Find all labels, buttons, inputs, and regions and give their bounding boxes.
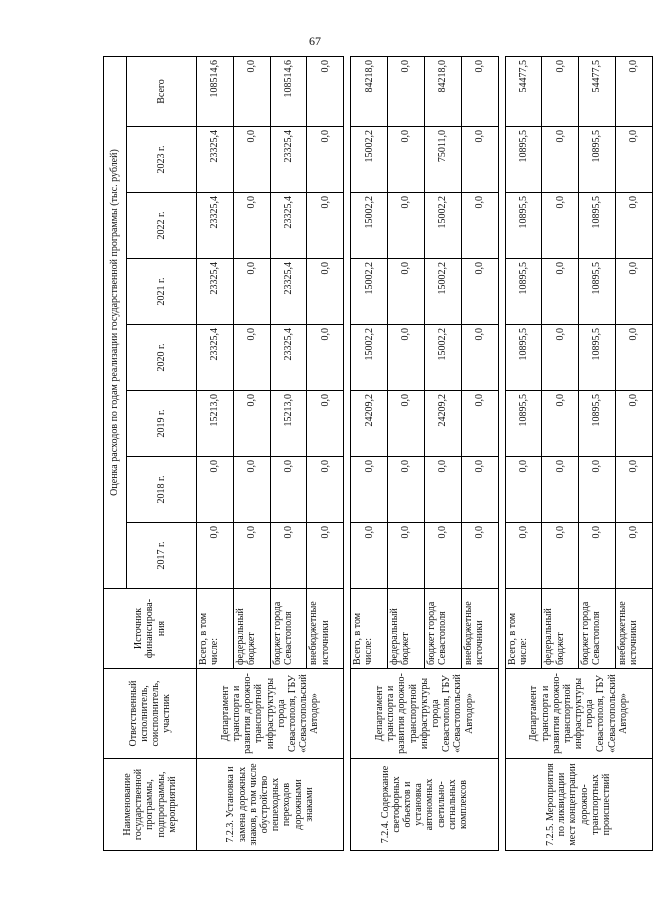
total-cell: 0,0 — [542, 57, 579, 127]
year-value-cell: 0,0 — [307, 193, 344, 259]
year-value-cell: 15002,2 — [351, 193, 388, 259]
year-value-cell: 10895,5 — [505, 193, 542, 259]
year-value-cell: 0,0 — [270, 523, 307, 589]
section-gap-cell — [498, 57, 505, 851]
table-body — [197, 57, 653, 851]
funding-source: внебюджетные источники — [307, 589, 344, 669]
funding-source: Всего, в том числе: — [505, 589, 542, 669]
budget-table — [103, 56, 653, 851]
header-estimate: Оценка расходов по годам реализации государственной программы (тыс. рублей) — [104, 57, 127, 589]
year-value-cell: 0,0 — [615, 391, 652, 457]
year-value-cell: 23325,4 — [270, 259, 307, 325]
total-cell: 108514,6 — [270, 57, 307, 127]
measure-name: 7.2.3. Установка и замена дорожных знаков, в том числе обустройство пешеходных переходов дорожными знаками — [197, 759, 344, 851]
table-row — [505, 57, 542, 851]
header-total: Всего — [127, 57, 197, 127]
year-value-cell: 0,0 — [542, 523, 579, 589]
year-value-cell: 10895,5 — [505, 259, 542, 325]
year-value-cell: 0,0 — [388, 259, 425, 325]
total-cell: 0,0 — [233, 57, 270, 127]
total-cell: 0,0 — [388, 57, 425, 127]
year-value-cell: 0,0 — [307, 523, 344, 589]
total-cell: 54477,5 — [579, 57, 616, 127]
year-value-cell: 0,0 — [542, 457, 579, 523]
year-value-cell: 0,0 — [615, 259, 652, 325]
year-value-cell: 0,0 — [615, 325, 652, 391]
year-value-cell: 0,0 — [461, 523, 498, 589]
year-value-cell: 0,0 — [461, 193, 498, 259]
funding-source: внебюджетные источники — [461, 589, 498, 669]
year-value-cell: 0,0 — [615, 457, 652, 523]
year-value-cell: 0,0 — [542, 193, 579, 259]
year-value-cell: 23325,4 — [270, 127, 307, 193]
total-cell: 0,0 — [461, 57, 498, 127]
year-value-cell: 15213,0 — [270, 391, 307, 457]
year-value-cell: 0,0 — [233, 523, 270, 589]
year-value-cell: 0,0 — [197, 523, 234, 589]
year-value-cell: 0,0 — [461, 391, 498, 457]
year-value-cell: 0,0 — [579, 523, 616, 589]
funding-source: внебюджетные источники — [615, 589, 652, 669]
year-value-cell: 0,0 — [388, 457, 425, 523]
total-cell: 84218,0 — [351, 57, 388, 127]
measure-name: 7.2.4. Содержание светофорных объектов и установка автономных светильно-сигнальных комплексов — [351, 759, 498, 851]
total-cell: 0,0 — [615, 57, 652, 127]
year-value-cell: 10895,5 — [505, 325, 542, 391]
year-value-cell: 0,0 — [615, 523, 652, 589]
year-value-cell: 0,0 — [233, 325, 270, 391]
year-value-cell: 0,0 — [233, 457, 270, 523]
year-value-cell: 0,0 — [461, 325, 498, 391]
header-source: Источник финансирова-ния — [104, 589, 197, 669]
year-value-cell: 0,0 — [424, 523, 461, 589]
year-value-cell: 0,0 — [542, 325, 579, 391]
measure-name: 7.2.5. Мероприятия по ликвидации мест концентрации дорожно-транспортных происшествий — [505, 759, 652, 851]
year-value-cell: 0,0 — [233, 193, 270, 259]
year-value-cell: 0,0 — [388, 193, 425, 259]
year-value-cell: 0,0 — [542, 391, 579, 457]
year-value-cell: 0,0 — [307, 127, 344, 193]
year-value-cell: 0,0 — [197, 457, 234, 523]
year-value-cell: 10895,5 — [579, 325, 616, 391]
responsible-executor: Департамент транспорта и развития дорожно-транспортной инфраструктуры города Севастополя, ГБУ «Севастопольский Автодор» — [351, 669, 498, 759]
year-value-cell: 0,0 — [270, 457, 307, 523]
year-value-cell: 0,0 — [233, 259, 270, 325]
year-value-cell: 0,0 — [388, 325, 425, 391]
year-value-cell: 0,0 — [424, 457, 461, 523]
table-row — [197, 57, 234, 851]
year-value-cell: 0,0 — [388, 523, 425, 589]
section-gap-cell — [344, 57, 351, 851]
header-year-2019: 2019 г. — [127, 391, 197, 457]
year-value-cell: 15002,2 — [424, 193, 461, 259]
year-value-cell: 15002,2 — [351, 127, 388, 193]
responsible-executor: Департамент транспорта и развития дорожно-транспортной инфраструктуры города Севастополя, ГБУ «Севастопольский Автодор» — [197, 669, 344, 759]
year-value-cell: 0,0 — [307, 457, 344, 523]
year-value-cell: 0,0 — [505, 457, 542, 523]
funding-source: бюджет города Севастополя — [270, 589, 307, 669]
year-value-cell: 0,0 — [307, 259, 344, 325]
year-value-cell: 0,0 — [233, 391, 270, 457]
year-value-cell: 23325,4 — [197, 127, 234, 193]
year-value-cell: 23325,4 — [197, 259, 234, 325]
year-value-cell: 0,0 — [579, 457, 616, 523]
year-value-cell: 15002,2 — [351, 325, 388, 391]
year-value-cell: 10895,5 — [579, 193, 616, 259]
funding-source: федеральный бюджет — [542, 589, 579, 669]
responsible-executor: Департамент транспорта и развития дорожно-транспортной инфраструктуры города Севастополя, ГБУ «Севастопольский Автодор» — [505, 669, 652, 759]
year-value-cell: 0,0 — [351, 457, 388, 523]
total-cell: 54477,5 — [505, 57, 542, 127]
year-value-cell: 0,0 — [233, 127, 270, 193]
year-value-cell: 23325,4 — [270, 325, 307, 391]
total-cell: 108514,6 — [197, 57, 234, 127]
year-value-cell: 15002,2 — [424, 259, 461, 325]
header-responsible: Ответственный исполнитель, соисполнитель, участник — [104, 669, 197, 759]
year-value-cell: 10895,5 — [579, 391, 616, 457]
year-value-cell: 0,0 — [542, 259, 579, 325]
total-cell: 84218,0 — [424, 57, 461, 127]
funding-source: федеральный бюджет — [233, 589, 270, 669]
table-row — [351, 57, 388, 851]
year-value-cell: 0,0 — [307, 391, 344, 457]
year-value-cell: 24209,2 — [424, 391, 461, 457]
funding-source: бюджет города Севастополя — [579, 589, 616, 669]
year-value-cell: 0,0 — [615, 127, 652, 193]
funding-source: бюджет города Севастополя — [424, 589, 461, 669]
year-value-cell: 0,0 — [461, 127, 498, 193]
year-value-cell: 0,0 — [461, 259, 498, 325]
year-value-cell: 10895,5 — [505, 391, 542, 457]
header-year-2023: 2023 г. — [127, 127, 197, 193]
rotated-table-wrapper — [103, 57, 640, 851]
year-value-cell: 75011,0 — [424, 127, 461, 193]
header-row-1 — [104, 57, 127, 851]
year-value-cell: 15002,2 — [424, 325, 461, 391]
year-value-cell: 15002,2 — [351, 259, 388, 325]
year-value-cell: 0,0 — [505, 523, 542, 589]
year-value-cell: 23325,4 — [197, 325, 234, 391]
header-name: Наименование государственной программы, подпрограммы, мероприятий — [104, 759, 197, 851]
year-value-cell: 23325,4 — [197, 193, 234, 259]
year-value-cell: 0,0 — [388, 391, 425, 457]
section-gap — [344, 57, 351, 851]
year-value-cell: 0,0 — [542, 127, 579, 193]
header-year-2020: 2020 г. — [127, 325, 197, 391]
year-value-cell: 0,0 — [307, 325, 344, 391]
header-year-2018: 2018 г. — [127, 457, 197, 523]
total-cell: 0,0 — [307, 57, 344, 127]
page-number: 67 — [309, 34, 321, 48]
year-value-cell: 0,0 — [461, 457, 498, 523]
year-value-cell: 0,0 — [615, 193, 652, 259]
year-value-cell: 10895,5 — [579, 127, 616, 193]
year-value-cell: 15213,0 — [197, 391, 234, 457]
year-value-cell: 23325,4 — [270, 193, 307, 259]
funding-source: Всего, в том числе: — [351, 589, 388, 669]
header-year-2021: 2021 г. — [127, 259, 197, 325]
funding-source: Всего, в том числе: — [197, 589, 234, 669]
section-gap — [498, 57, 505, 851]
year-value-cell: 0,0 — [351, 523, 388, 589]
header-year-2022: 2022 г. — [127, 193, 197, 259]
header-year-2017: 2017 г. — [127, 523, 197, 589]
year-value-cell: 0,0 — [388, 127, 425, 193]
funding-source: федеральный бюджет — [388, 589, 425, 669]
year-value-cell: 10895,5 — [579, 259, 616, 325]
year-value-cell: 10895,5 — [505, 127, 542, 193]
year-value-cell: 24209,2 — [351, 391, 388, 457]
